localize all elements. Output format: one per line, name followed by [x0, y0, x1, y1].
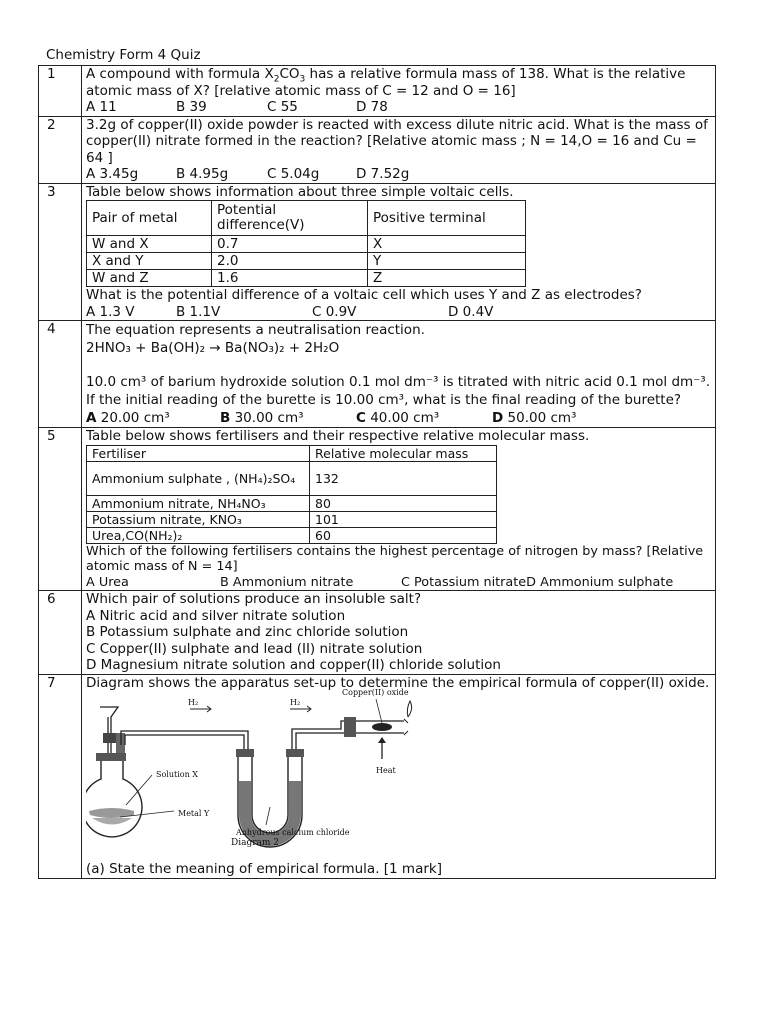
option-c: C Copper(II) sulphate and lead (II) nitrate solution — [86, 640, 423, 657]
option-a: A 1.3 V — [86, 303, 135, 320]
question-cell — [82, 66, 716, 117]
header-cell: Positive terminal — [368, 201, 526, 236]
table-row — [87, 270, 526, 287]
question-text: 10.0 cm³ of barium hydroxide solution 0.1 mol dm⁻³ is titrated with nitric acid 0.1 mol dm⁻³. If the initial reading of the burette is 10.00 cm³, what is the final reading of the burette? — [86, 374, 711, 408]
answer-options — [86, 99, 711, 116]
table-cell: Ammonium sulphate , (NH₄)₂SO₄ — [87, 461, 310, 495]
option-c: C 0.9V — [312, 303, 357, 320]
option-c: C 40.00 cm³ — [356, 410, 440, 426]
option-b: B 4.95g — [176, 166, 229, 182]
question-cell — [82, 591, 716, 675]
question-text: 3.2g of copper(II) oxide powder is reacted with excess dilute nitric acid. What is the mass of copper(II) nitrate formed in the reaction? [Relative atomic mass ; N = 14,O = 16 and Cu = 64 ] — [86, 116, 708, 166]
table-cell: X and Y — [87, 253, 212, 270]
diagram-caption: Diagram 2 — [231, 838, 280, 848]
option-d: D 0.4V — [448, 303, 494, 320]
question-number: 2 — [39, 116, 82, 183]
option-a: A 11 — [86, 99, 117, 115]
table-row — [87, 461, 497, 495]
fertiliser-table — [86, 445, 497, 544]
apparatus-diagram — [86, 688, 416, 855]
header-cell: Potential difference(V) — [212, 201, 368, 236]
option-c: C 5.04g — [267, 166, 320, 182]
header-cell: Pair of metal — [87, 201, 212, 236]
question-row-3 — [39, 183, 716, 321]
table-header-row — [87, 445, 497, 461]
option-d: D 50.00 cm³ — [492, 410, 577, 426]
copper-oxide-label: Copper(II) oxide — [342, 688, 409, 697]
question-cell — [82, 674, 716, 878]
table-cell: 2.0 — [212, 253, 368, 270]
table-cell: Ammonium nitrate, NH₄NO₃ — [87, 495, 310, 511]
answer-options — [86, 409, 711, 427]
table-header-row — [87, 201, 526, 236]
question-text: Which pair of solutions produce an insoluble salt? — [86, 591, 422, 607]
table-cell: W and Z — [87, 270, 212, 287]
option-a: A Urea — [86, 574, 129, 590]
table-cell: 60 — [310, 527, 497, 543]
q1-text-a: A compound with formula X — [86, 66, 274, 82]
h2-label-right: H₂ — [290, 698, 301, 707]
question-number: 7 — [39, 674, 82, 878]
question-text: What is the potential difference of a voltaic cell which uses Y and Z as electrodes? — [86, 287, 642, 303]
option-d: D Ammonium sulphate — [526, 574, 674, 590]
question-intro: The equation represents a neutralisation reaction. — [86, 322, 425, 338]
question-row-1 — [39, 66, 716, 117]
option-b: B 30.00 cm³ — [220, 410, 304, 426]
table-row — [87, 511, 497, 527]
table-cell: W and X — [87, 236, 212, 253]
page-title: Chemistry Form 4 Quiz — [46, 47, 201, 63]
question-cell — [82, 116, 716, 183]
table-cell: 1.6 — [212, 270, 368, 287]
q1-sub-3: 3 — [299, 74, 306, 85]
option-a: A 20.00 cm³ — [86, 410, 170, 426]
table-cell: Urea,CO(NH₂)₂ — [87, 527, 310, 543]
option-d: D 7.52g — [356, 166, 410, 182]
table-cell: Y — [368, 253, 526, 270]
question-row-7 — [39, 674, 716, 878]
table-cell: 132 — [310, 461, 497, 495]
option-b: B Potassium sulphate and zinc chloride solution — [86, 624, 409, 640]
question-row-5 — [39, 428, 716, 591]
question-number: 5 — [39, 428, 82, 591]
question-cell — [82, 321, 716, 428]
heat-label: Heat — [376, 766, 396, 775]
option-c: C Potassium nitrate — [401, 574, 527, 590]
question-cell — [82, 183, 716, 321]
table-cell: 80 — [310, 495, 497, 511]
option-a: A 3.45g — [86, 166, 139, 182]
q1-text-b: CO — [279, 66, 300, 82]
option-a: A Nitric acid and silver nitrate solution — [86, 607, 346, 624]
option-b: B 1.1V — [176, 303, 221, 320]
question-number: 3 — [39, 183, 82, 321]
answer-options — [86, 575, 711, 591]
question-intro: Table below shows information about three simple voltaic cells. — [86, 183, 514, 200]
table-cell: Potassium nitrate, KNO₃ — [87, 511, 310, 527]
question-part-a: (a) State the meaning of empirical formula. [1 mark] — [86, 861, 442, 877]
question-cell — [82, 428, 716, 591]
h2-label-left: H₂ — [188, 698, 199, 707]
header-cell: Relative molecular mass — [310, 445, 497, 461]
table-cell: 0.7 — [212, 236, 368, 253]
answer-options — [86, 166, 711, 183]
question-number: 6 — [39, 591, 82, 675]
solution-x-label: Solution X — [156, 770, 198, 779]
q1-text-c: has a relative formula mass of 138. What is the relative atomic mass of X? [relative atomic mass of C = 12 and O = 16] — [86, 66, 686, 99]
table-row — [87, 236, 526, 253]
question-intro: Table below shows fertilisers and their respective relative molecular mass. — [86, 428, 590, 444]
option-b: B 39 — [176, 99, 207, 115]
question-number: 1 — [39, 66, 82, 117]
question-text — [86, 66, 711, 99]
table-row — [87, 253, 526, 270]
table-row — [87, 527, 497, 543]
q1-sub-2: 2 — [273, 74, 280, 85]
quiz-table — [38, 65, 716, 879]
table-cell: Z — [368, 270, 526, 287]
question-text: Which of the following fertilisers contains the highest percentage of nitrogen by mass? [Relative atomic mass of N = 14] — [86, 543, 704, 574]
calcium-chloride-label: Anhydrous calcium chloride — [236, 828, 350, 837]
header-cell: Fertiliser — [87, 445, 310, 461]
question-number: 4 — [39, 321, 82, 428]
answer-options — [86, 304, 711, 321]
table-cell: X — [368, 236, 526, 253]
question-row-4 — [39, 321, 716, 428]
option-c: C 55 — [267, 99, 298, 115]
voltaic-cells-table — [86, 200, 526, 287]
metal-y-label: Metal Y — [178, 809, 210, 818]
question-row-2 — [39, 116, 716, 183]
chemical-equation: 2HNO₃ + Ba(OH)₂ → Ba(NO₃)₂ + 2H₂O — [86, 340, 340, 356]
option-b: B Ammonium nitrate — [220, 574, 354, 590]
option-d: D 78 — [356, 99, 388, 115]
table-row — [87, 495, 497, 511]
question-row-6 — [39, 591, 716, 675]
option-d: D Magnesium nitrate solution and copper(II) chloride solution — [86, 657, 501, 673]
table-cell: 101 — [310, 511, 497, 527]
question-intro: Diagram shows the apparatus set-up to determine the empirical formula of copper(II) oxide. — [86, 674, 710, 691]
